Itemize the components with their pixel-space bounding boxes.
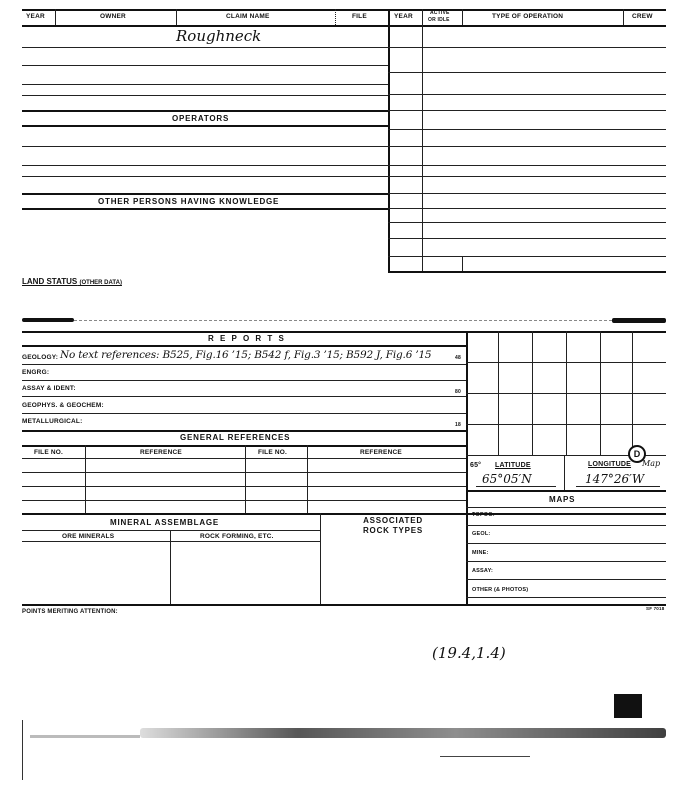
land-status-label — [22, 277, 122, 286]
maps-topog: TOPOG: — [472, 512, 495, 518]
geology-number: 48 — [455, 355, 461, 361]
gr-reference-2: REFERENCE — [360, 449, 402, 456]
rock-forming-label: ROCK FORMING, ETC. — [200, 533, 274, 540]
engrg-label: ENGRG: — [22, 369, 50, 376]
header-type-of-operation: TYPE OF OPERATION — [492, 13, 564, 20]
scan-tab-left — [22, 318, 74, 322]
maps-title: MAPS — [549, 495, 576, 504]
longitude-map-note: Map — [642, 459, 661, 468]
header-claim-name: CLAIM NAME — [226, 13, 270, 20]
maps-geol: GEOL: — [472, 531, 491, 537]
maps-other: OTHER (& PHOTOS) — [472, 587, 529, 593]
associated-label: ASSOCIATED — [363, 516, 423, 525]
header-file: FILE — [352, 13, 367, 20]
circled-marker: D — [628, 445, 646, 463]
rock-types-label: ROCK TYPES — [362, 526, 423, 535]
metallurgical-number: 18 — [455, 422, 461, 428]
land-status-main: LAND STATUS — [22, 277, 78, 286]
latitude-prefix: 65° — [470, 462, 482, 469]
header-owner: OWNER — [100, 13, 126, 20]
form-number: SF 7018 — [646, 606, 665, 611]
scan-tab-right — [612, 318, 666, 323]
maps-mine: MINE: — [472, 550, 489, 556]
general-references-title: GENERAL REFERENCES — [180, 433, 291, 442]
header-active: ACTIVE — [430, 10, 450, 16]
latitude-value: 65°05′N — [482, 472, 532, 486]
header-year-2: YEAR — [394, 13, 413, 20]
header-crew: CREW — [632, 13, 653, 20]
scan-noise-band — [140, 728, 666, 738]
latitude-label: LATITUDE — [495, 462, 531, 469]
assay-ident-label: ASSAY & IDENT: — [22, 385, 76, 392]
geophys-label: GEOPHYS. & GEOCHEM: — [22, 402, 104, 409]
points-meriting-attention: POINTS MERITING ATTENTION: — [22, 609, 118, 615]
header-year: YEAR — [26, 13, 45, 20]
assay-number: 80 — [455, 389, 461, 395]
geology-label: GEOLOGY: — [22, 354, 59, 361]
gr-file-no: FILE NO. — [34, 449, 64, 456]
land-status-sub: (OTHER DATA) — [79, 280, 122, 286]
header-or-idle: OR IDLE — [428, 17, 450, 23]
claim-name-entry: Roughneck — [176, 27, 262, 45]
operators-title: OPERATORS — [172, 114, 230, 123]
gr-file-no-2: FILE NO. — [258, 449, 288, 456]
metallurgical-label: METALLURGICAL: — [22, 418, 83, 425]
longitude-value: 147°26′W — [585, 472, 645, 486]
geology-references: No text references: B525, Fig.16 ’15; B542 f, Fig.3 ’15; B592 J, Fig.6 ’15 — [60, 349, 432, 361]
reports-title: R E P O R T S — [208, 334, 286, 343]
gr-reference: REFERENCE — [140, 449, 182, 456]
handwritten-note: (19.4,1.4) — [432, 644, 506, 662]
longitude-label: LONGITUDE — [588, 461, 632, 468]
ore-minerals-label: ORE MINERALS — [62, 533, 115, 540]
scan-black-block — [614, 694, 642, 718]
scan-noise-band-left — [30, 735, 140, 738]
mineral-assemblage-title: MINERAL ASSEMBLAGE — [110, 518, 220, 527]
other-persons-title: OTHER PERSONS HAVING KNOWLEDGE — [98, 197, 280, 206]
maps-assay: ASSAY: — [472, 568, 494, 574]
